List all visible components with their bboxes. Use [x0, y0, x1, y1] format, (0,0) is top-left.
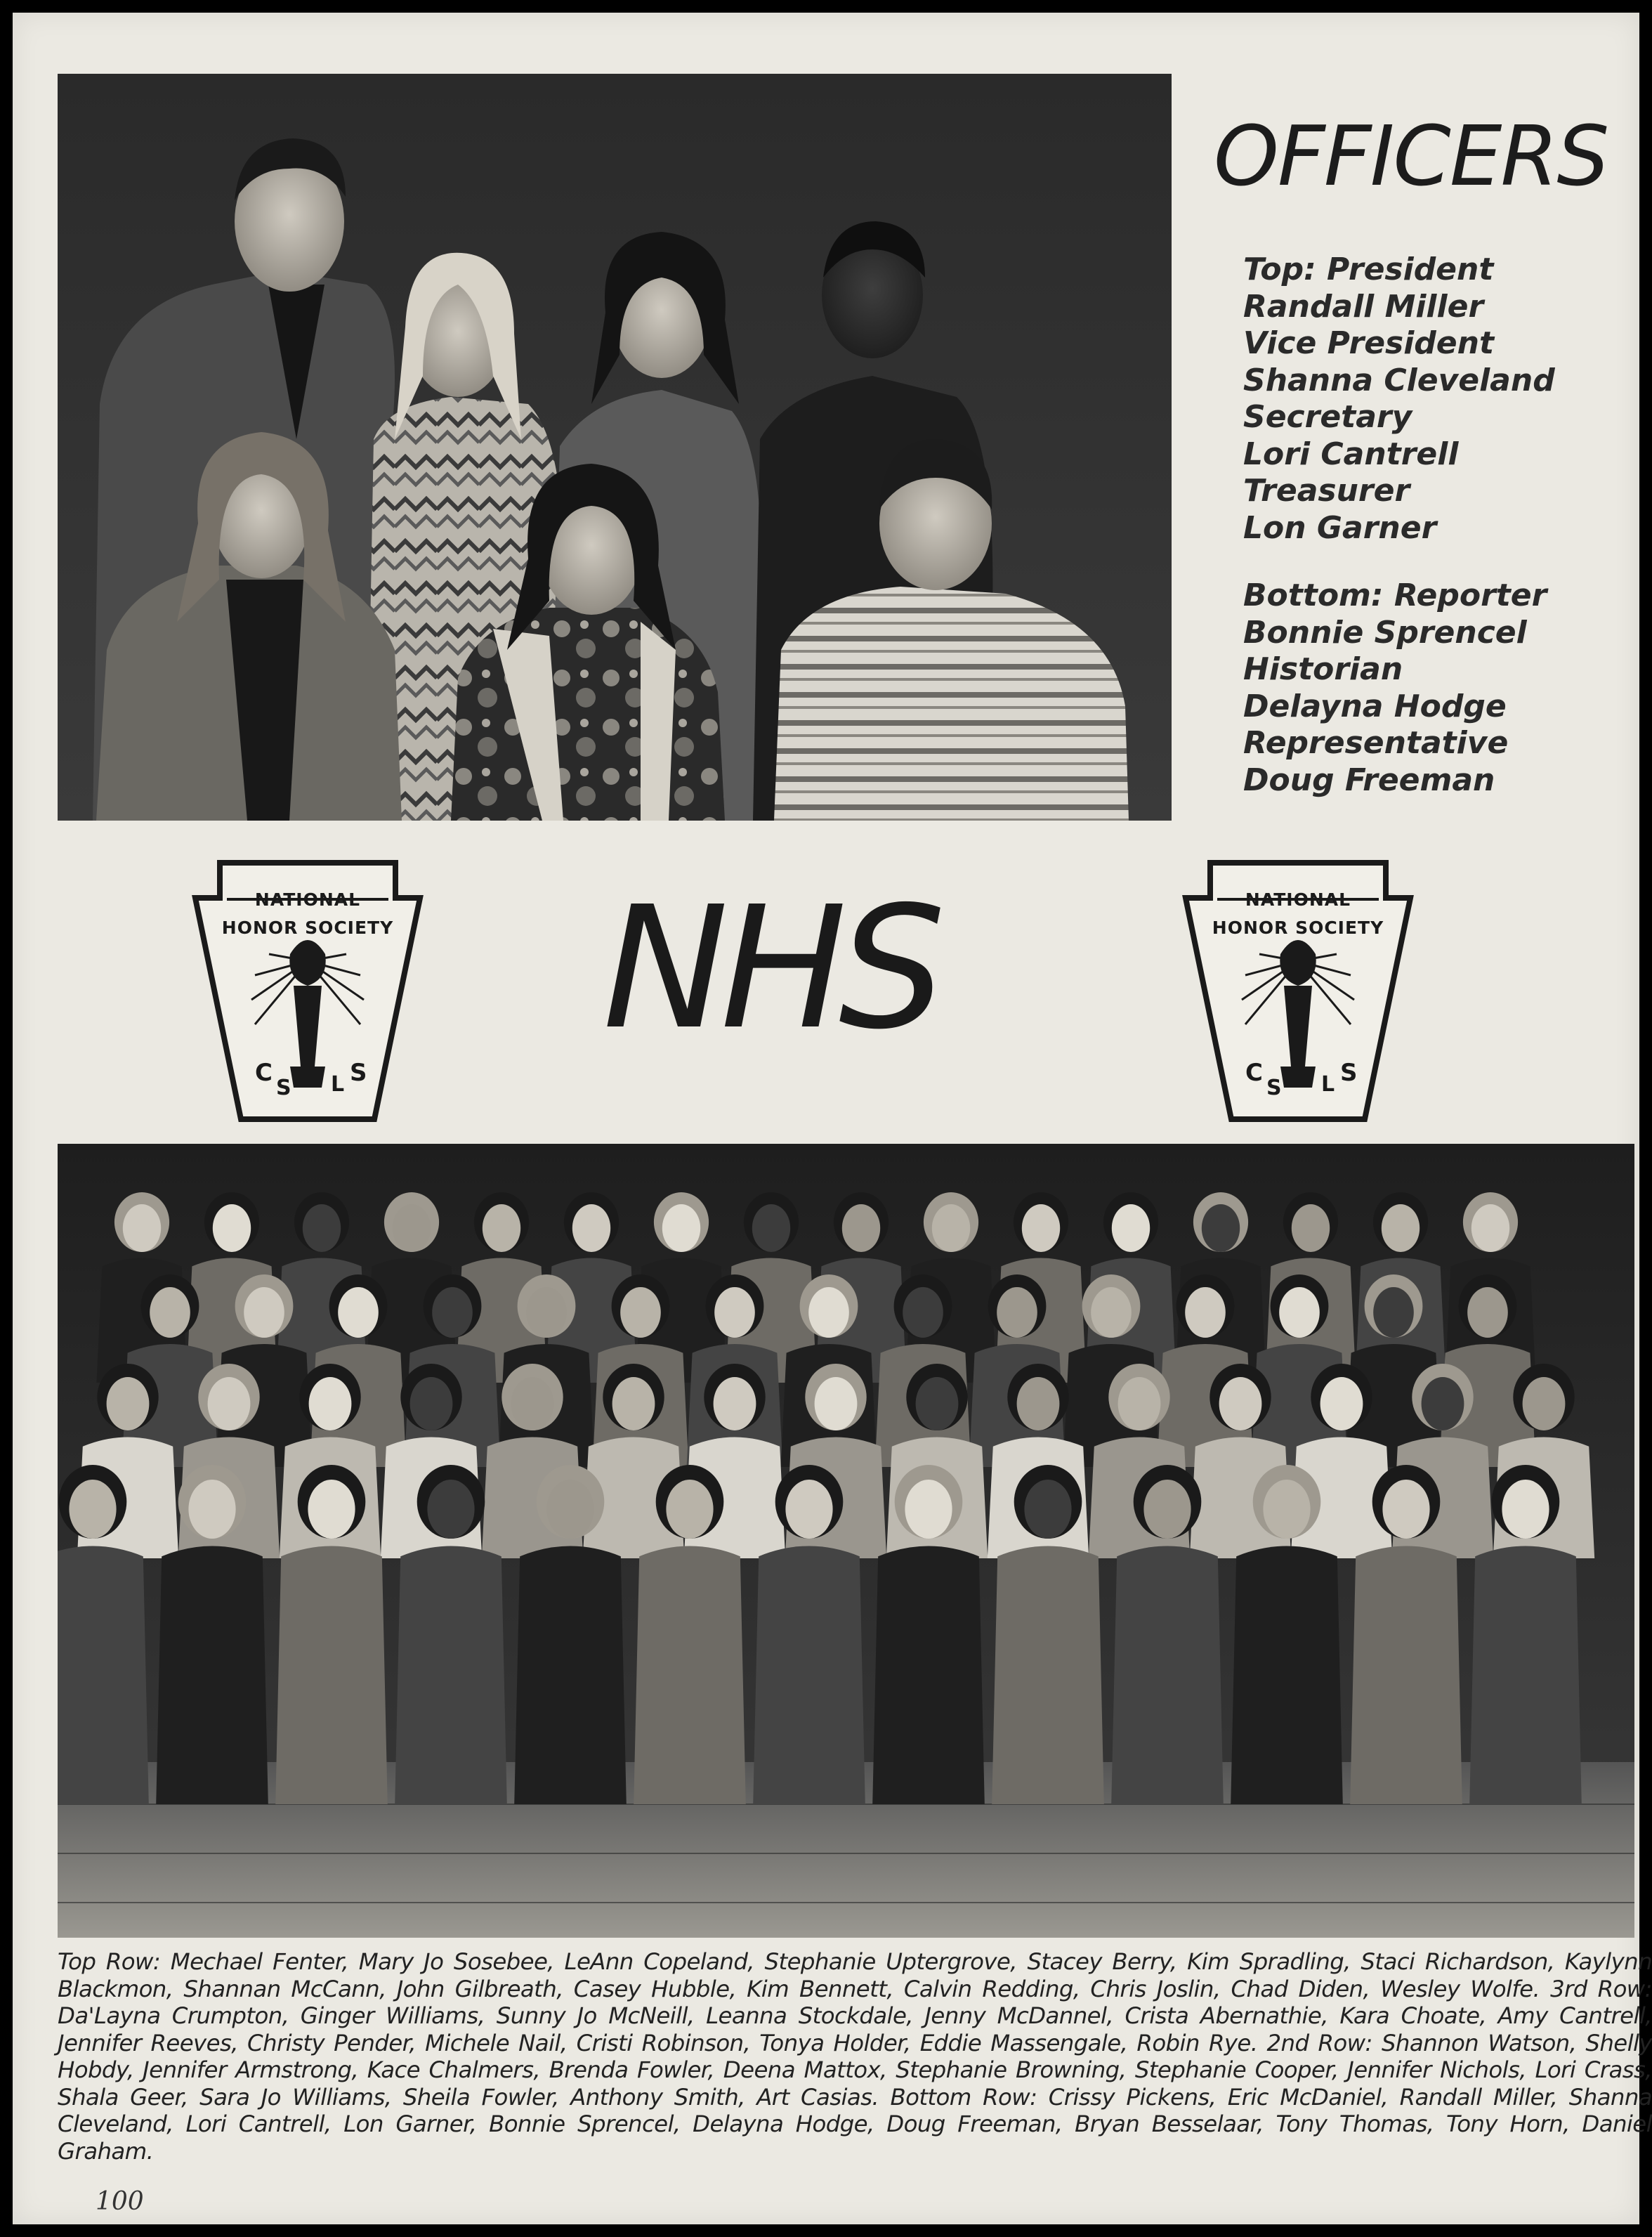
person-face [427, 1480, 474, 1539]
person-face [932, 1204, 970, 1252]
officers-caption [1243, 252, 1637, 799]
emblem-text-honor-society: HONOR SOCIETY [221, 918, 394, 938]
person-face [546, 1480, 594, 1539]
officer-line: Treasurer [1243, 473, 1410, 509]
person-body [395, 1546, 507, 1805]
group-photo-image [58, 1144, 1634, 1938]
spacer [1243, 547, 1637, 578]
officer-line: Bottom: Reporter [1243, 578, 1547, 613]
person-face [1292, 1204, 1330, 1252]
person-face [752, 1204, 790, 1252]
person-face [1523, 1377, 1566, 1430]
person-face [662, 1204, 700, 1252]
person-face [1471, 1204, 1509, 1252]
person-face [308, 1480, 355, 1539]
person-face [1091, 1287, 1132, 1338]
emblem-letter: S [350, 1059, 367, 1087]
person-face [1467, 1287, 1508, 1338]
person-face [916, 1377, 959, 1430]
officers-photo-image [58, 74, 1172, 821]
nhs-title: NHS [603, 870, 938, 1067]
person-face [1382, 1204, 1420, 1252]
person-face [410, 1377, 453, 1430]
emblem-letter: L [1321, 1072, 1335, 1097]
person-face [1279, 1287, 1320, 1338]
person-face [188, 1480, 235, 1539]
officer-line: Randall Miller [1243, 288, 1484, 325]
emblem-letter: S [1340, 1059, 1358, 1087]
person-body [1111, 1546, 1224, 1805]
person-face [303, 1204, 341, 1252]
officers-photo [58, 74, 1172, 821]
person-face [997, 1287, 1037, 1338]
officer-line: Bonnie Sprencel [1243, 614, 1527, 651]
person-face [69, 1480, 116, 1539]
emblem-text-national: NATIONAL [254, 889, 361, 910]
emblem-letter: C [1245, 1059, 1263, 1087]
person-face [1022, 1204, 1060, 1252]
nhs-emblem-right [1175, 856, 1421, 1126]
person-face [123, 1204, 161, 1252]
person-body [58, 1546, 149, 1805]
person-body [514, 1546, 627, 1805]
person-body [872, 1546, 985, 1805]
emblem-letter: S [276, 1076, 291, 1100]
group-caption: Top Row: Mechael Fenter, Mary Jo Sosebee, LeAnn Copeland, Stephanie Uptergrove, Stacey Berry, Kim Spradling, Staci Richardson, Kaylynn Blackmon, Shannan McCann, John Gilbreath, Casey Hubble, Kim Bennett, Calvin Redding, Chris Joslin, Chad Diden, Wesley Wolfe. 3rd Row: Da'Layna Crumpton, Ginger Williams, Sunny Jo McNeill, Leanna Stockdale, Jenny McDannel, Crista Abernathie, Kara Choate, Amy Cantrell, Jennifer Reeves, Christy Pender, Michele Nail, Cristi Robinson, Tonya Holder, Eddie Massengale, Robin Rye. 2nd Row: Shannon Watson, Shelly Hobdy, Jennifer Armstrong, Kace Chalmers, Brenda Fowler, Deena Mattox, Stephanie Browning, Stephanie Cooper, Jennifer Nichols, Lori Crass, Shala Geer, Sara Jo Williams, Sheila Fowler, Anthony Smith, Art Casias. Bottom Row: Crissy Pickens, Eric McDaniel, Randall Miller, Shanna Cleveland, Lori Cantrell, Lon Garner, Bonnie Sprencel, Delayna Hodge, Doug Freeman, Bryan Besselaar, Tony Thomas, Tony Horn, Daniel Graham. [58, 1948, 1652, 2165]
person-face [905, 1480, 952, 1539]
officer-line: Lon Garner [1243, 509, 1437, 546]
officer-line: Shanna Cleveland [1243, 362, 1555, 398]
person-face [1143, 1480, 1191, 1539]
person-face [1263, 1480, 1310, 1539]
person-face [815, 1377, 858, 1430]
person-face [338, 1287, 379, 1338]
person-face [526, 1287, 567, 1338]
person-body [1469, 1546, 1582, 1805]
emblem-letter: L [331, 1072, 345, 1097]
person-face [393, 1204, 431, 1252]
person-face [150, 1287, 190, 1338]
group-photo [58, 1144, 1634, 1938]
officer-line: Secretary [1243, 399, 1412, 435]
person-face [714, 1377, 756, 1430]
page-number: 100 [96, 2187, 144, 2216]
person-face [309, 1377, 352, 1430]
person-face [714, 1287, 755, 1338]
person-face [1502, 1480, 1549, 1539]
person-face [1219, 1377, 1262, 1430]
person-face [1422, 1377, 1464, 1430]
person-body [1350, 1546, 1462, 1805]
officers-heading: OFFICERS [1214, 107, 1608, 204]
officer-line: Top: President [1243, 252, 1494, 287]
yearbook-page [13, 13, 1652, 2224]
person-body [1231, 1546, 1343, 1805]
person-face [107, 1377, 150, 1430]
emblem-letter: S [1266, 1076, 1282, 1100]
person-face [1373, 1287, 1414, 1338]
person-face [1185, 1287, 1226, 1338]
person-face [511, 1377, 554, 1430]
officer-line: Historian [1243, 651, 1403, 687]
person-face [903, 1287, 943, 1338]
person-face [432, 1287, 473, 1338]
person-face [620, 1287, 661, 1338]
person-face [842, 1204, 880, 1252]
person-body [275, 1546, 388, 1805]
person-face [1017, 1377, 1060, 1430]
officer-line: Representative [1243, 725, 1509, 761]
person-face [666, 1480, 713, 1539]
emblem-text-national: NATIONAL [1245, 889, 1351, 910]
emblem-letter: C [255, 1059, 273, 1087]
person-face [1320, 1377, 1363, 1430]
person-face [808, 1287, 849, 1338]
person-face [483, 1204, 520, 1252]
nhs-emblem-left [185, 856, 431, 1126]
person-body [992, 1546, 1104, 1805]
person-body [634, 1546, 746, 1805]
person-face [1202, 1204, 1240, 1252]
person-face [213, 1204, 251, 1252]
person-face [785, 1480, 832, 1539]
person-face [208, 1377, 251, 1430]
person-body [753, 1546, 865, 1805]
group-people [58, 1192, 1594, 1804]
person-face [1112, 1204, 1150, 1252]
officer-line: Lori Cantrell [1243, 436, 1459, 472]
emblem-text-honor-society: HONOR SOCIETY [1212, 918, 1384, 938]
person-body [156, 1546, 268, 1805]
person-face [244, 1287, 284, 1338]
person-face [612, 1377, 655, 1430]
officer-line: Doug Freeman [1243, 762, 1495, 798]
person-face [1024, 1480, 1071, 1539]
person-face [1118, 1377, 1161, 1430]
person-face [572, 1204, 610, 1252]
person-face [1382, 1480, 1429, 1539]
officer-line: Delayna Hodge [1243, 688, 1507, 724]
officer-line: Vice President [1243, 325, 1495, 361]
